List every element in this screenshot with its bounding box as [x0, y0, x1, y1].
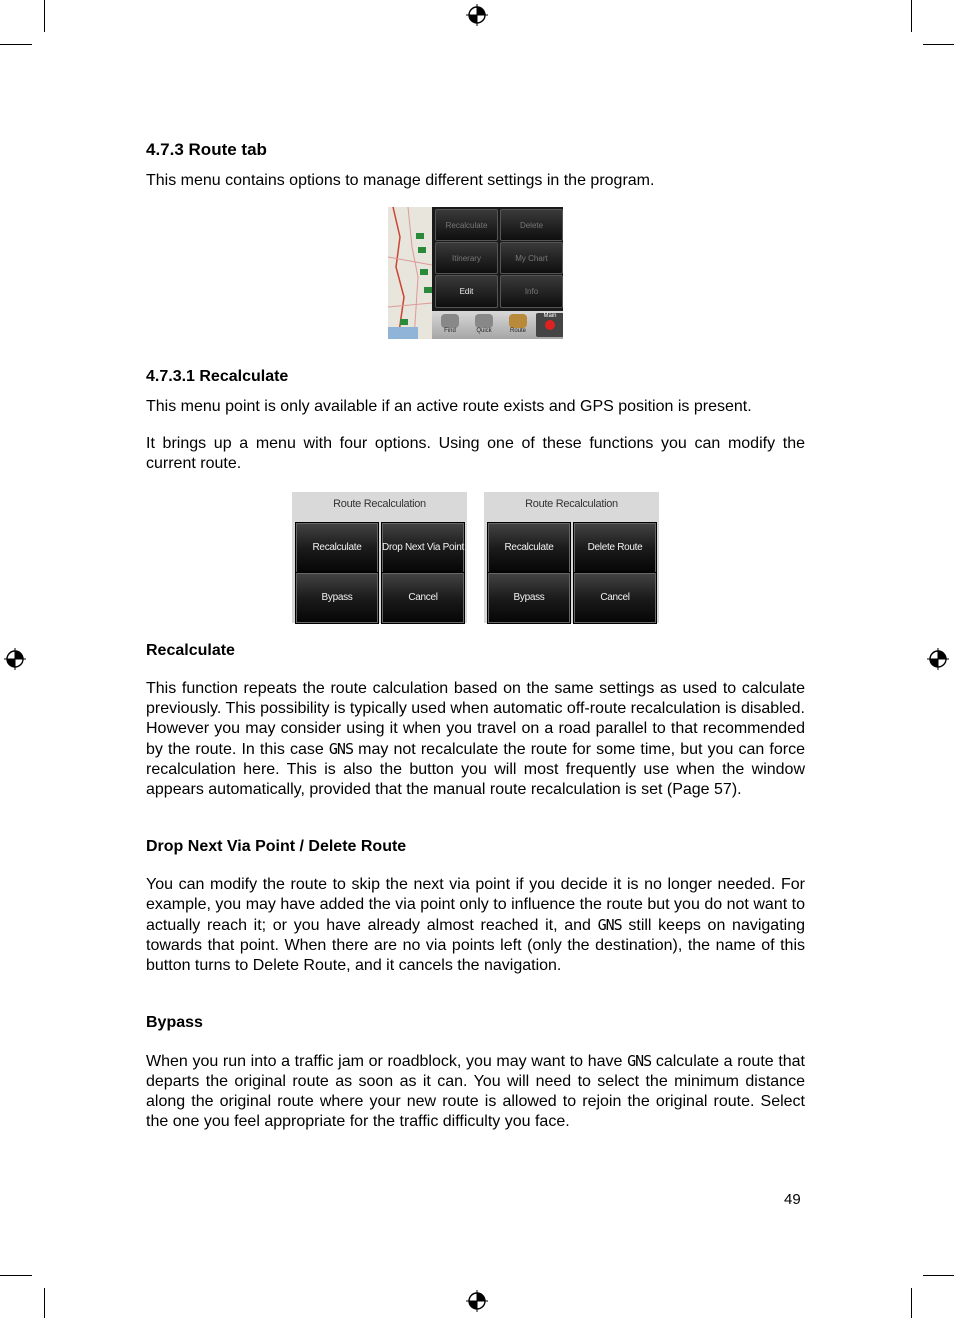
toolbar-main-label: Main [543, 313, 557, 319]
bypass-button[interactable]: Bypass [487, 572, 571, 624]
route-icon [509, 314, 527, 328]
toolbar-quick-label: Quick [476, 328, 492, 334]
edit-button[interactable]: Edit [435, 275, 498, 308]
toolbar-find[interactable] [436, 313, 464, 337]
toolbar-main[interactable] [536, 313, 563, 337]
route-tab-screenshot [388, 207, 563, 339]
recalculate-heading: Recalculate [146, 642, 235, 659]
crop-mark [911, 1288, 912, 1318]
bypass-heading: Bypass [146, 1014, 203, 1031]
itinerary-button[interactable]: Itinerary [435, 242, 498, 274]
recalculate-button[interactable]: Recalculate [435, 209, 498, 241]
subsection-p1: This menu point is only available if an active route exists and GPS position is present. [146, 398, 752, 415]
registration-mark-icon [466, 1290, 488, 1312]
gns-brand: GNS [328, 740, 353, 758]
recalculate-button[interactable]: Recalculate [295, 522, 379, 574]
delete-route-button[interactable]: Delete Route [573, 522, 657, 574]
cancel-button[interactable]: Cancel [381, 572, 465, 624]
recalculate-paragraph [146, 679, 805, 800]
dialog-title: Route Recalculation [333, 498, 426, 510]
info-button[interactable]: Info [500, 275, 563, 308]
delete-button[interactable]: Delete [500, 209, 563, 241]
main-badge-icon [545, 320, 555, 330]
toolbar-quick[interactable] [470, 313, 498, 337]
drop-next-heading: Drop Next Via Point / Delete Route [146, 838, 407, 855]
text: This function repeats the route calculation based on the same settings as used to calculate previously. This possibility is typically used when automatic off-route recalculation is disabled. However you may consider using it when you travel on a road parallel to that recommended by the route. In this case [146, 680, 805, 758]
drop-next-paragraph [146, 875, 805, 976]
dialog-title: Route Recalculation [525, 498, 618, 510]
drop-next-via-point-button[interactable]: Drop Next Via Point [381, 522, 465, 574]
crop-mark [0, 1275, 32, 1276]
registration-mark-icon [466, 4, 488, 26]
crop-mark [923, 1275, 954, 1276]
gns-brand: GNS [627, 1052, 652, 1070]
route-recalculation-dialog-right [484, 492, 659, 623]
quick-icon [475, 314, 493, 328]
find-icon [441, 314, 459, 328]
gns-brand: GNS [597, 916, 622, 934]
crop-mark [0, 44, 32, 45]
recalculate-button[interactable]: Recalculate [487, 522, 571, 574]
crop-mark [923, 44, 954, 45]
text: calculate a route that departs the original route as soon as it can. You will need to select the minimum distance along the original route where your new route is allowed to rejoin the original route. Select the one you feel appropriate for the traffic difficulty you face. [146, 1053, 806, 1130]
toolbar-find-label: Find [444, 328, 456, 334]
registration-mark-icon [4, 648, 26, 670]
bottom-toolbar [432, 311, 563, 339]
text: You can modify the route to skip the next via point if you decide it is no longer needed. For example, you may have added the via point only to influence the route but you do not want to actually reach it; or you have already almost reached it, and [146, 876, 805, 934]
text: still keeps on navigating towards that point. When there are no via points left (only the destination), the name of this button turns to Delete Route, and it cancels the navigation. [146, 917, 805, 974]
section-intro: This menu contains options to manage different settings in the program. [146, 172, 655, 189]
subsection-heading: 4.7.3.1 Recalculate [146, 368, 289, 385]
text: may not recalculate the route for some time, but you can force recalculation here. This is also the button you will most frequently use when the window appears automatically, provided that the manual route recalculation is set (Page 57). [146, 741, 805, 798]
toolbar-route-label: Route [509, 328, 526, 334]
bypass-button[interactable]: Bypass [295, 572, 379, 624]
section-heading: 4.7.3 Route tab [146, 140, 267, 159]
registration-mark-icon [927, 648, 949, 670]
text: When you run into a traffic jam or roadblock, you may want to have [146, 1053, 628, 1070]
route-recalculation-dialog-left [292, 492, 467, 623]
crop-mark [911, 0, 912, 32]
page-number: 49 [784, 1191, 801, 1208]
bypass-paragraph [146, 1051, 805, 1132]
my-chart-button[interactable]: My Chart [500, 242, 563, 274]
crop-mark [44, 0, 45, 32]
subsection-p2: It brings up a menu with four options. Using one of these functions you can modify the current route. [146, 435, 805, 472]
toolbar-route[interactable] [504, 313, 532, 337]
crop-mark [44, 1288, 45, 1318]
cancel-button[interactable]: Cancel [573, 572, 657, 624]
map-thumbnail [388, 207, 432, 339]
